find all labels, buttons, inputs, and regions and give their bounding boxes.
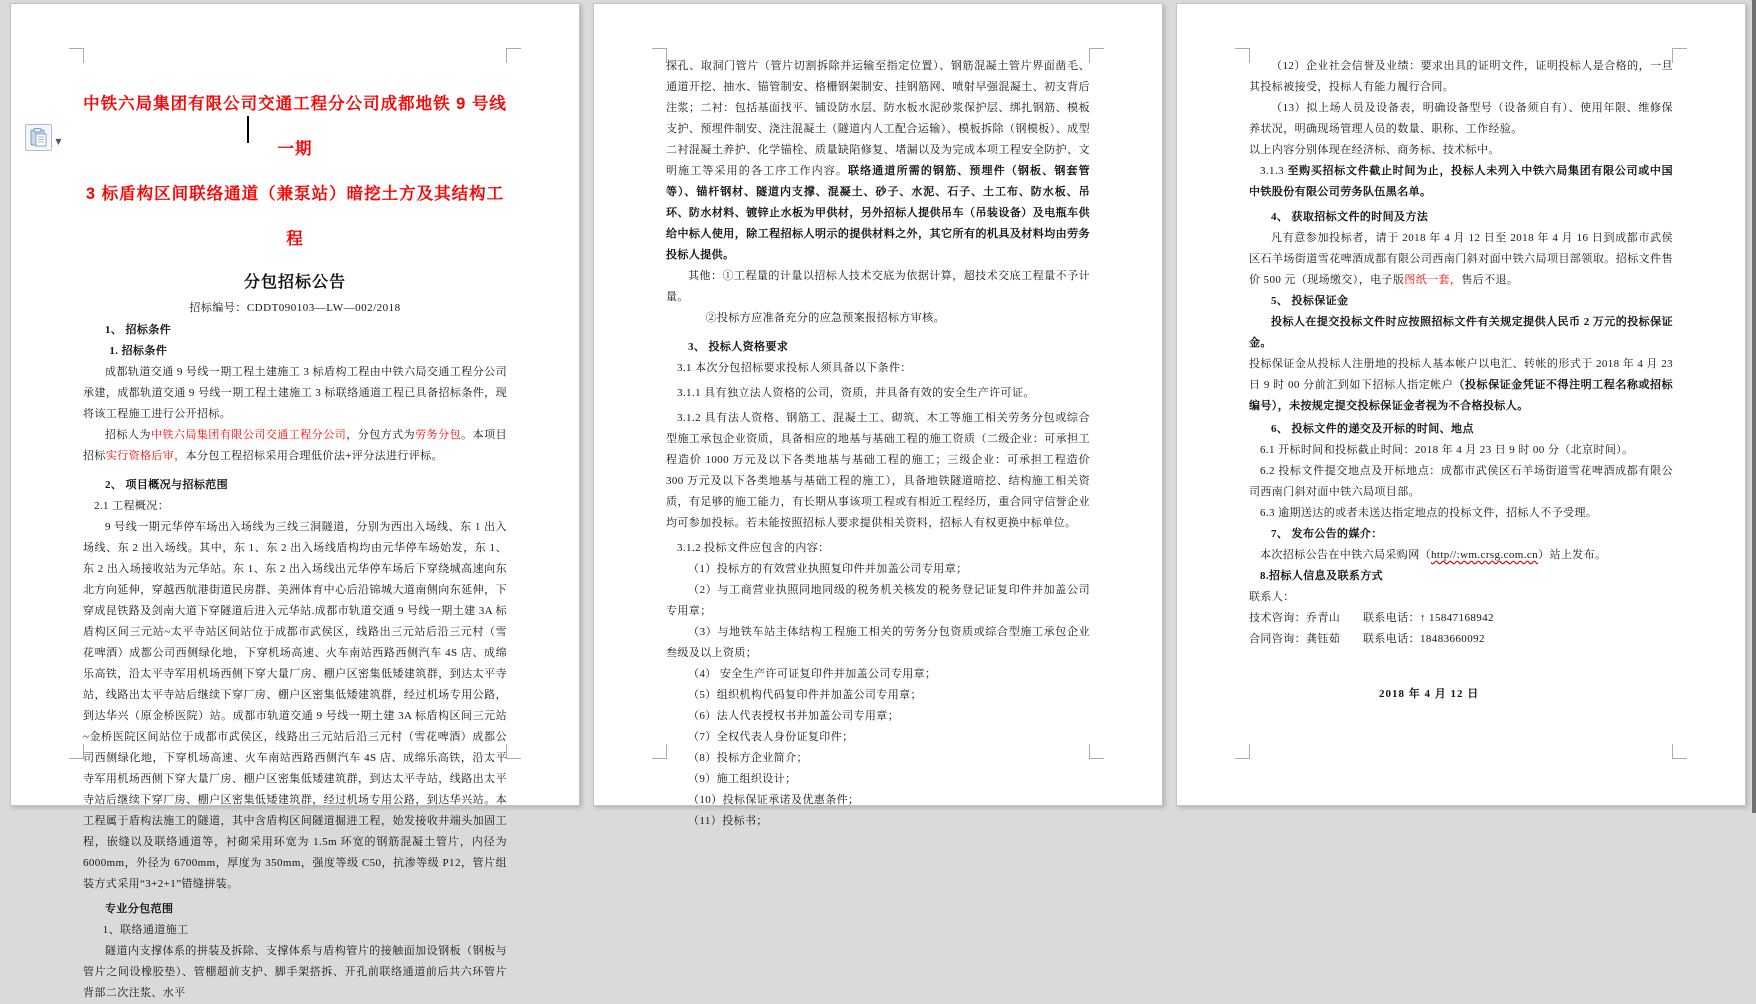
paragraph: 3.1.2 具有法人资格、钢筋工、混凝土工、砌筑、木工等施工相关劳务分包或综合型施工承包企业资质，具备相应的地基与基础工程的施工资质（二级企业：可承担工程造价 1000 万元及以下各类地基与基础工程的施工；三级企业：可承担工程造价 300 万元及以下各类地基与基础工程的施工），具备地铁隧道暗挖、结构施工相关资质，有足够的施工能力，有长期从事该项工程或有相近工程经历，重合同守信誉企业均可参加投标。若未能按照招标人要求提供相关资料，招标人有权更换中标单位。: [666, 412, 1094, 529]
document-title: 中铁六局集团有限公司交通工程分公司成都地铁 9 号线一期 3 标盾构区间联络通道（兼泵站）暗挖土方及其结构工程: [83, 95, 507, 248]
list-item: （11）投标书；: [688, 815, 768, 827]
paragraph: 凡有意参加投标者，请于 2018 年 4 月 12 日至 2018 年 4 月 16 日到成都市武侯区石羊场街道雪花啤酒成都有限公司西南门斜对面中铁六局项目部领取。招标文件售价 500 元（现场缴交），电子版图纸一套，售后不退。: [1249, 232, 1673, 286]
paragraph: 本次招标公告在中铁六局采购网（http//:wm.crsg.com.cn）站上发布。: [1260, 549, 1607, 561]
paragraph: 投标人在提交投标文件时应按照招标文件有关规定提供人民币 2 万元的投标保证金。: [1249, 316, 1673, 349]
document-page-1: [10, 3, 580, 999]
margin-crop-mark: [1672, 744, 1687, 759]
paragraph: 3.1.1 具有独立法人资格的公司，资质，并具备有效的安全生产许可证。: [677, 387, 1035, 399]
paragraph: 招标人为中铁六局集团有限公司交通工程分公司，分包方式为劳务分包。本项目招标实行资格后审，本分包工程招标采用合理低价法+评分法进行评标。: [83, 429, 507, 462]
margin-crop-mark: [652, 48, 667, 63]
paragraph: 探孔、取洞门管片（管片切割拆除并运输至指定位置）、钢筋混凝土管片界面凿毛、通道开挖、抽水、锚管制安、格栅钢架制安、挂钢筋网、喷射早强混凝土、初支背后注浆；二衬：包括基面找平、铺设防水层、防水板水泥砂浆保护层、绑扎钢筋、模板支护、预埋件制安、浇注混凝土（隧道内人工配合运输）、模板拆除（钢模板）、成型二衬混凝土养护、化学锚栓、质量缺陷修复、堵漏以及为完成本项工程安全防护、文明施工等采用的各工序工作内容。联络通道所需的钢筋、预埋件（钢板、钢套管等）、锚杆钢材、隧道内支撑、混凝土、砂子、水泥、石子、土工布、防水板、吊环、防水材料、镀锌止水板为甲供材，另外招标人提供吊车（吊装设备）及电瓶车供给中标人使用，除工程招标人明示的提供材料之外，其它所有的机具及材料均由劳务投标人提供。: [666, 60, 1091, 261]
paste-options-dropdown-icon[interactable]: ▼: [55, 137, 62, 146]
margin-crop-mark: [652, 744, 667, 759]
list-item: （2）与工商营业执照同地同级的税务机关核发的税务登记证复印件并加盖公司专用章；: [666, 584, 1090, 617]
paragraph: ②投标方应准备充分的应急预案报招标方审核。: [705, 312, 945, 324]
heading: 8.招标人信息及联系方式: [1260, 570, 1384, 582]
document-page-2: [593, 3, 1163, 827]
list-item: （10）投标保证承诺及优惠条件；: [688, 794, 860, 806]
paragraph: 投标保证金从投标人注册地的投标人基本帐户以电汇、转帐的形式于 2018 年 4 月 23 日 9 时 00 分前汇到如下招标人指定帐户（投标保证金凭证不得注明工程名称或招标编号），未按规定提交投标保证金者视为不合格投标人。: [1249, 358, 1677, 412]
tender-number: 招标编号：CDDT090103—LW—002/2018: [189, 302, 401, 314]
list-item: （8）投标方企业简介；: [688, 752, 808, 764]
margin-crop-mark: [1235, 48, 1250, 63]
list-item: （6）法人代表授权书并加盖公司专用章；: [688, 710, 900, 722]
document-subtitle: 分包招标公告: [243, 274, 346, 291]
paragraph: 隧道内支撑体系的拼装及拆除、支撑体系与盾构管片的接触面加设钢板（钢板与管片之间设橡胶垫）、管棚超前支护、脚手架搭拆、开孔前联络通道前后共六环管片背部二次注浆、水平: [83, 945, 507, 999]
text-cursor-caret: [247, 116, 249, 143]
paragraph: 以上内容分别体现在经济标、商务标、技术标中。: [1249, 144, 1500, 156]
margin-crop-mark: [506, 744, 521, 759]
margin-crop-mark: [506, 48, 521, 63]
paragraph: 其他：①工程量的计量以招标人技术交底为依据计算，超技术交底工程量不予计量。: [666, 270, 1090, 303]
list-item: （1）投标方的有效营业执照复印件并加盖公司专用章；: [688, 563, 968, 575]
heading: 7、 发布公告的媒介：: [1271, 528, 1383, 540]
paragraph: 成都轨道交通 9 号线一期工程土建施工 3 标盾构工程由中铁六局交通工程分公司承建，成都轨道交通 9 号线一期工程土建施工 3 标联络通道工程已具备招标条件，现将该工程施工进行公开招标。: [83, 366, 507, 420]
paragraph: 联系人：: [1249, 591, 1295, 603]
heading: 5、 投标保证金: [1271, 295, 1349, 307]
paste-options-button[interactable]: [25, 124, 65, 151]
list-item: （5）组织机构代码复印件并加盖公司专用章；: [688, 689, 922, 701]
heading: 3、 投标人资格要求: [688, 341, 789, 353]
margin-crop-mark: [1089, 744, 1104, 759]
page-text-area: [83, 56, 511, 1004]
heading: 4、 获取招标文件的时间及方法: [1271, 211, 1429, 223]
heading: 专业分包范围: [105, 903, 174, 915]
list-item: （13）拟上场人员及设备表，明确设备型号（设备须自有）、使用年限、维修保养状况，明确现场管理人员的数量、职称、工作经验。: [1249, 102, 1673, 135]
margin-crop-mark: [1672, 48, 1687, 63]
heading: 2、 项目概况与招标范围: [105, 479, 229, 491]
contact-line: 技术咨询：乔青山 联系电话：↑ 15847168942: [1249, 612, 1494, 624]
page-text-area: [666, 56, 1094, 832]
list-item: （7）全权代表人身份证复印件；: [688, 731, 854, 743]
pages-container: [10, 3, 1746, 999]
margin-crop-mark: [69, 744, 84, 759]
document-date: 2018 年 4 月 12 日: [1379, 688, 1480, 700]
paragraph: 6.1 开标时间和投标截止时间：2018 年 4 月 23 日 9 时 00 分（北京时间）。: [1260, 444, 1634, 456]
contact-line: 合同咨询：龚钰茹 联系电话：18483660092: [1249, 633, 1485, 645]
paragraph: 6.3 逾期送达的或者未送达指定地点的投标文件，招标人不予受理。: [1260, 507, 1598, 519]
heading: 1、 招标条件: [105, 324, 172, 336]
window-edge-scrollbar[interactable]: [1752, 0, 1756, 813]
list-item: （12）企业社会信誉及业绩：要求出具的证明文件，证明投标人是合格的，一旦其投标被接受，投标人有能力履行合同。: [1249, 60, 1673, 93]
margin-crop-mark: [1089, 48, 1104, 63]
list-item: （3）与地铁车站主体结构工程施工相关的劳务分包资质或综合型施工承包企业叁级及以上资质；: [666, 626, 1090, 659]
list-item: （9）施工组织设计；: [688, 773, 797, 785]
margin-crop-mark: [1235, 744, 1250, 759]
paragraph: 3.1.2 投标文件应包含的内容：: [677, 542, 830, 554]
heading: 6、 投标文件的递交及开标的时间、地点: [1271, 423, 1474, 435]
paragraph: 2.1 工程概况：: [94, 500, 170, 512]
paragraph: 9 号线一期元华停车场出入场线为三线三洞隧道，分别为西出入场线、东 1 出入场线、东 2 出入场线。其中，东 1、东 2 出入场线盾构均由元华停车场始发，东 1、东 2 出入场接收站为元华站。东 1、东 2 出入场线出元华停车场后下穿绕城高速向东北方向延伸，穿越西航港街道民房群、美洲体育中心后沿锦城大道南侧向东延伸，下穿成昆铁路及剑南大道下穿隧道后进入元华站.成都市轨道交通 9 号线一期土建 3A 标盾构区间三元站~太平寺站区间站位于成都市武侯区，线路出三元站后沿三元村（雪花啤酒）成都公司西侧绿化地，下穿机场高速、火车南站西路西侧汽车 4S 店、成绵乐高铁，沿太平寺军用机场西侧下穿大量厂房、棚户区密集低矮建筑群，到达太平寺站，线路出太平寺站后继续下穿厂房、棚户区密集低矮建筑群，经过机场专用公路，到达华兴（原金桥医院）站。成都市轨道交通 9 号线一期土建 3A 标盾构区间三元站~金桥医院区间站位于成都市武侯区，线路出三元站后沿三元村（雪花啤酒）成都公司西侧绿化地，下穿机场高速、火车南站西路西侧汽车 4S 店、成绵乐高铁，沿太平寺军用机场西侧下穿大量厂房、棚户区密集低矮建筑群，到达太平寺站，线路出太平寺站后继续下穿厂房、棚户区密集低矮建筑群，经过机场专用公路，到达华兴站。本工程属于盾构法施工的隧道，其中含盾构区间隧道掘进工程，始发接收井端头加固工程，嵌缝以及联络通道等，衬砌采用环宽为 1.5m 环宽的钢筋混凝土管片，内径为 6000mm，外径为 6700mm，厚度为 350mm，强度等级 C50，抗渗等级 P12，管片组装方式采用“3+2+1”错缝拼装。: [83, 521, 511, 890]
page-text-area: [1249, 56, 1677, 705]
list-item: （4） 安全生产许可证复印件并加盖公司专用章；: [688, 668, 937, 680]
paragraph: 1、联络通道施工: [102, 924, 189, 936]
heading: 1. 招标条件: [109, 345, 168, 357]
paragraph: 3.1 本次分包招标要求投标人须具备以下条件：: [677, 362, 912, 374]
paragraph: 3.1.3 至购买招标文件截止时间为止，投标人未列入中铁六局集团有限公司或中国中铁股份有限公司劳务队伍黑名单。: [1249, 165, 1673, 198]
document-page-3: [1176, 3, 1746, 806]
margin-crop-mark: [69, 48, 84, 63]
clipboard-icon[interactable]: [25, 124, 52, 151]
paragraph: 6.2 投标文件提交地点及开标地点：成都市武侯区石羊场街道雪花啤酒成都有限公司西南门斜对面中铁六局项目部。: [1249, 465, 1673, 498]
